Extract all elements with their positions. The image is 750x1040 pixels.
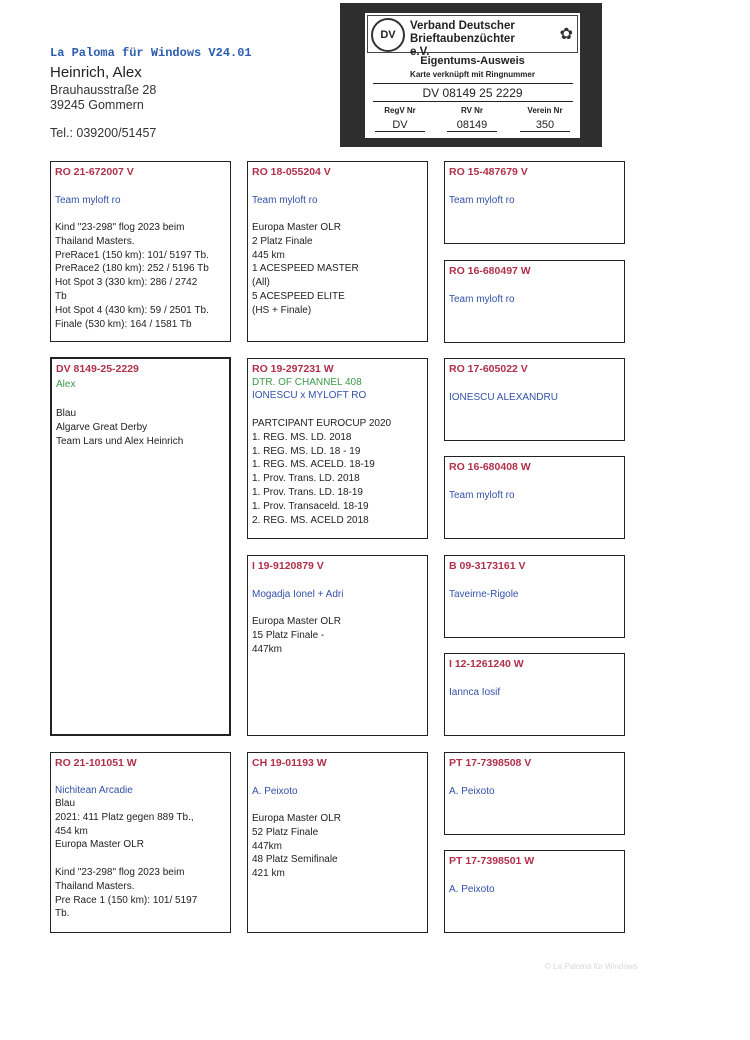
pedigree-box-dds [444, 752, 625, 835]
breeder: Team myloft ro [449, 490, 515, 501]
ring-number: RO 19-297231 W [252, 363, 334, 375]
certificate-title: Eigentums-Ausweis [420, 55, 525, 67]
pedigree-box-sire-sire [247, 161, 428, 342]
breeder: Team myloft ro [252, 195, 318, 206]
ring-number: RO 17-605022 V [449, 363, 528, 375]
pigeon-icon: ✿ [559, 26, 573, 43]
pedigree-box-sss [444, 161, 625, 244]
owner-name: Heinrich, Alex [50, 64, 142, 81]
pedigree-box-sire [50, 161, 231, 342]
rv-value: 08149 [447, 119, 497, 132]
owner-city: 39245 Gommern [50, 98, 144, 112]
breeder: Taveirne-Rigole [449, 589, 519, 600]
ring-number: RO 21-672007 V [55, 166, 134, 178]
breeder: A. Peixoto [252, 786, 298, 797]
breeder: A. Peixoto [449, 884, 495, 895]
verein-label: Verein Nr [527, 106, 563, 115]
pedigree-box-subject [50, 357, 231, 736]
pedigree-box-dam-sire [247, 555, 428, 736]
ring-number: PT 17-7398508 V [449, 757, 532, 769]
pedigree-box-sire-dam [247, 358, 428, 539]
pedigree-box-ssd [444, 260, 625, 343]
performance-notes: Europa Master OLR 15 Platz Finale - 447km [252, 616, 341, 655]
rv-label: RV Nr [460, 106, 484, 115]
certificate-subtitle: Karte verknüpft mit Ringnummer [410, 70, 535, 79]
pedigree-box-sds [444, 358, 625, 441]
ring-number: RO 18-055204 V [252, 166, 331, 178]
certificate-header [367, 15, 578, 58]
app-title: La Paloma für Windows V24.01 [50, 46, 252, 60]
ring-number: RO 16-680497 W [449, 265, 531, 277]
ring-number: RO 21-101051 W [55, 757, 137, 769]
ownership-certificate [340, 3, 602, 147]
breeder: IONESCU x MYLOFT RO [252, 390, 367, 401]
performance-notes: Europa Master OLR 52 Platz Finale 447km 48 Platz Semifinale 421 km [252, 813, 341, 880]
pedigree-box-sdd [444, 456, 625, 539]
breeder: Iannca Iosif [449, 687, 501, 698]
pigeon-notes: Blau Algarve Great Derby Team Lars und Alex Heinrich [56, 408, 184, 447]
ring-number: B 09-3173161 V [449, 560, 526, 572]
performance-notes: Blau 2021: 411 Platz gegen 889 Tb., 454 km Europa Master OLR Kind "23-298" flog 2023 beim Thailand Masters. Pre Race 1 (150 km): 101/ 5197 Tb. [55, 798, 198, 920]
regv-value: DV [375, 119, 425, 132]
ring-number: PT 17-7398501 W [449, 855, 535, 867]
ring-number: RO 16-680408 W [449, 461, 531, 473]
breeder: A. Peixoto [449, 786, 495, 797]
pedigree-box-ddd [444, 850, 625, 933]
footer-watermark: © La Paloma für Windows [545, 962, 638, 971]
breeder: Mogadja Ionel + Adri [252, 589, 344, 600]
performance-notes: PARTCIPANT EUROCUP 2020 1. REG. MS. LD. 2018 1. REG. MS. LD. 18 - 19 1. REG. MS. ACELD. 18-19 1. Prov. Trans. LD. 2018 1. Prov. Trans. LD. 18-19 1. Prov. Transaceld. 18-19 2. REG. MS. ACELD 2018 [252, 418, 392, 526]
lineage-note: DTR. OF CHANNEL 408 [252, 377, 362, 388]
breeder: Team myloft ro [449, 294, 515, 305]
breeder: Team myloft ro [55, 195, 121, 206]
regv-label: RegV Nr [384, 106, 416, 115]
breeder: Team myloft ro [449, 195, 515, 206]
ring-number: DV 8149-25-2229 [56, 363, 139, 375]
performance-notes: Kind "23-298" flog 2023 beim Thailand Masters. PreRace1 (150 km): 101/ 5197 Tb. PreRace2 (180 km): 252 / 5196 Tb Hot Spot 3 (330 km): 286 / 2742 Tb Hot Spot 4 (430 km): 59 / 2501 Tb. Finale (530 km): 164 / 1581 Tb [55, 222, 209, 330]
owner-phone: Tel.: 039200/51457 [50, 126, 157, 140]
pedigree-box-dss [444, 555, 625, 638]
verein-value: 350 [520, 119, 570, 132]
ring-number: CH 19-01193 W [252, 757, 327, 769]
breeder: Nichitean Arcadie [55, 785, 133, 796]
certificate-ring-number: DV 08149 25 2229 [422, 86, 523, 100]
ring-number: I 12-1261240 W [449, 658, 524, 670]
ring-number: I 19-9120879 V [252, 560, 324, 572]
pedigree-box-dsd [444, 653, 625, 736]
owner-street: Brauhausstraße 28 [50, 83, 157, 97]
ring-number: RO 15-487679 V [449, 166, 528, 178]
breeder: IONESCU ALEXANDRU [449, 392, 558, 403]
pedigree-box-dam-dam [247, 752, 428, 933]
association-name: Verband Deutscher Brieftaubenzüchter e.V. [410, 20, 515, 58]
pedigree-box-dam [50, 752, 231, 933]
pigeon-name: Alex [56, 379, 76, 390]
performance-notes: Europa Master OLR 2 Platz Finale 445 km 1 ACESPEED MASTER (All) 5 ACESPEED ELITE (HS + Finale) [252, 222, 359, 316]
association-logo: DV [371, 18, 405, 52]
